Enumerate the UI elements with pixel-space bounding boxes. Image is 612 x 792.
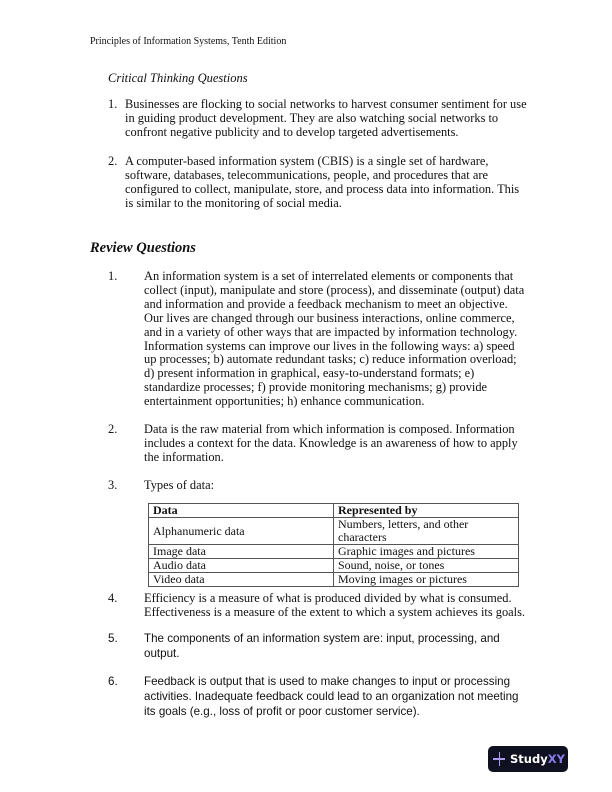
table-cell: Audio data [149,559,334,573]
column-header: Represented by [334,504,519,518]
review-item [108,479,528,493]
table-cell: Alphanumeric data [149,518,334,545]
item-text: Types of data: [144,478,215,492]
table-row [149,573,519,587]
item-number: 2. [108,153,118,168]
critical-thinking-title: Critical Thinking Questions [108,71,248,85]
table-cell: Sound, noise, or tones [334,559,519,573]
item-text: An information system is a set of interrelated elements or components that collect (input), manipulate and store (process), and disseminate (output) data and information and provide a feedback mechanism to meet an objective. Our lives are changed through our business interactions, online commerce, and in a variety of other ways that are impacted by information technology. Information systems can improve our lives in the following ways: a) speed up processes; b) automate redundant tasks; c) reduce information overload; d) present information in graphical, easy-to-understand formats; e) standardize processes; f) provide monitoring mechanisms; g) provide entertainment opportunities; h) enhance communication. [144,269,525,409]
data-types-table [148,503,519,587]
table-cell: Graphic images and pictures [334,545,519,559]
item-number: 1. [108,269,118,283]
item-text: Data is the raw material from which information is composed. Information includes a context for the data. Knowledge is an awareness of how to apply the information. [144,422,518,464]
table-row [149,518,519,545]
page-header: Principles of Information Systems, Tenth Edition [90,36,287,47]
table-row [149,559,519,573]
review-questions-title: Review Questions [90,240,196,256]
item-number: 5. [108,632,118,645]
review-item [108,270,528,409]
item-text: Efficiency is a measure of what is produced divided by what is consumed. Effectiveness is a measure of the extent to which a system achieves its goals. [144,591,526,619]
item-text: Businesses are flocking to social networks to harvest consumer sentiment for use in guiding product development. They are also watching social networks to confront negative publicity and to develop targeted advertisements. [125,97,527,140]
item-number: 4. [108,591,118,605]
critical-thinking-item [108,154,528,211]
table-cell: Numbers, letters, and other characters [334,518,519,545]
studyxy-logo-badge[interactable] [488,746,568,772]
plus-icon [488,746,510,772]
review-item [108,592,528,620]
item-text: A computer-based information system (CBIS) is a single set of hardware, software, databases, telecommunications, people, and procedures that are configured to collect, manipulate, store, and process data into information. This is similar to the monitoring of social media. [125,153,520,211]
brand-name: Study [510,752,548,766]
critical-thinking-item [108,97,528,140]
item-number: 6. [108,675,118,688]
review-item [108,631,528,661]
brand-accent: XY [547,752,565,766]
item-text: Feedback is output that is used to make changes to input or processing activities. Inadequate feedback could lead to an organization not meeting its goals (e.g., loss of profit or poor customer service). [144,675,519,718]
review-item [108,423,528,465]
item-text: The components of an information system are: input, processing, and output. [144,632,500,660]
table-cell: Moving images or pictures [334,573,519,587]
table-header-row [149,504,519,518]
critical-thinking-list [108,97,528,224]
item-number: 3. [108,478,118,492]
table-row [149,545,519,559]
item-number: 1. [108,97,118,111]
table-cell: Video data [149,573,334,587]
column-header: Data [149,504,334,518]
table-cell: Image data [149,545,334,559]
item-number: 2. [108,422,118,436]
review-item [108,674,528,719]
